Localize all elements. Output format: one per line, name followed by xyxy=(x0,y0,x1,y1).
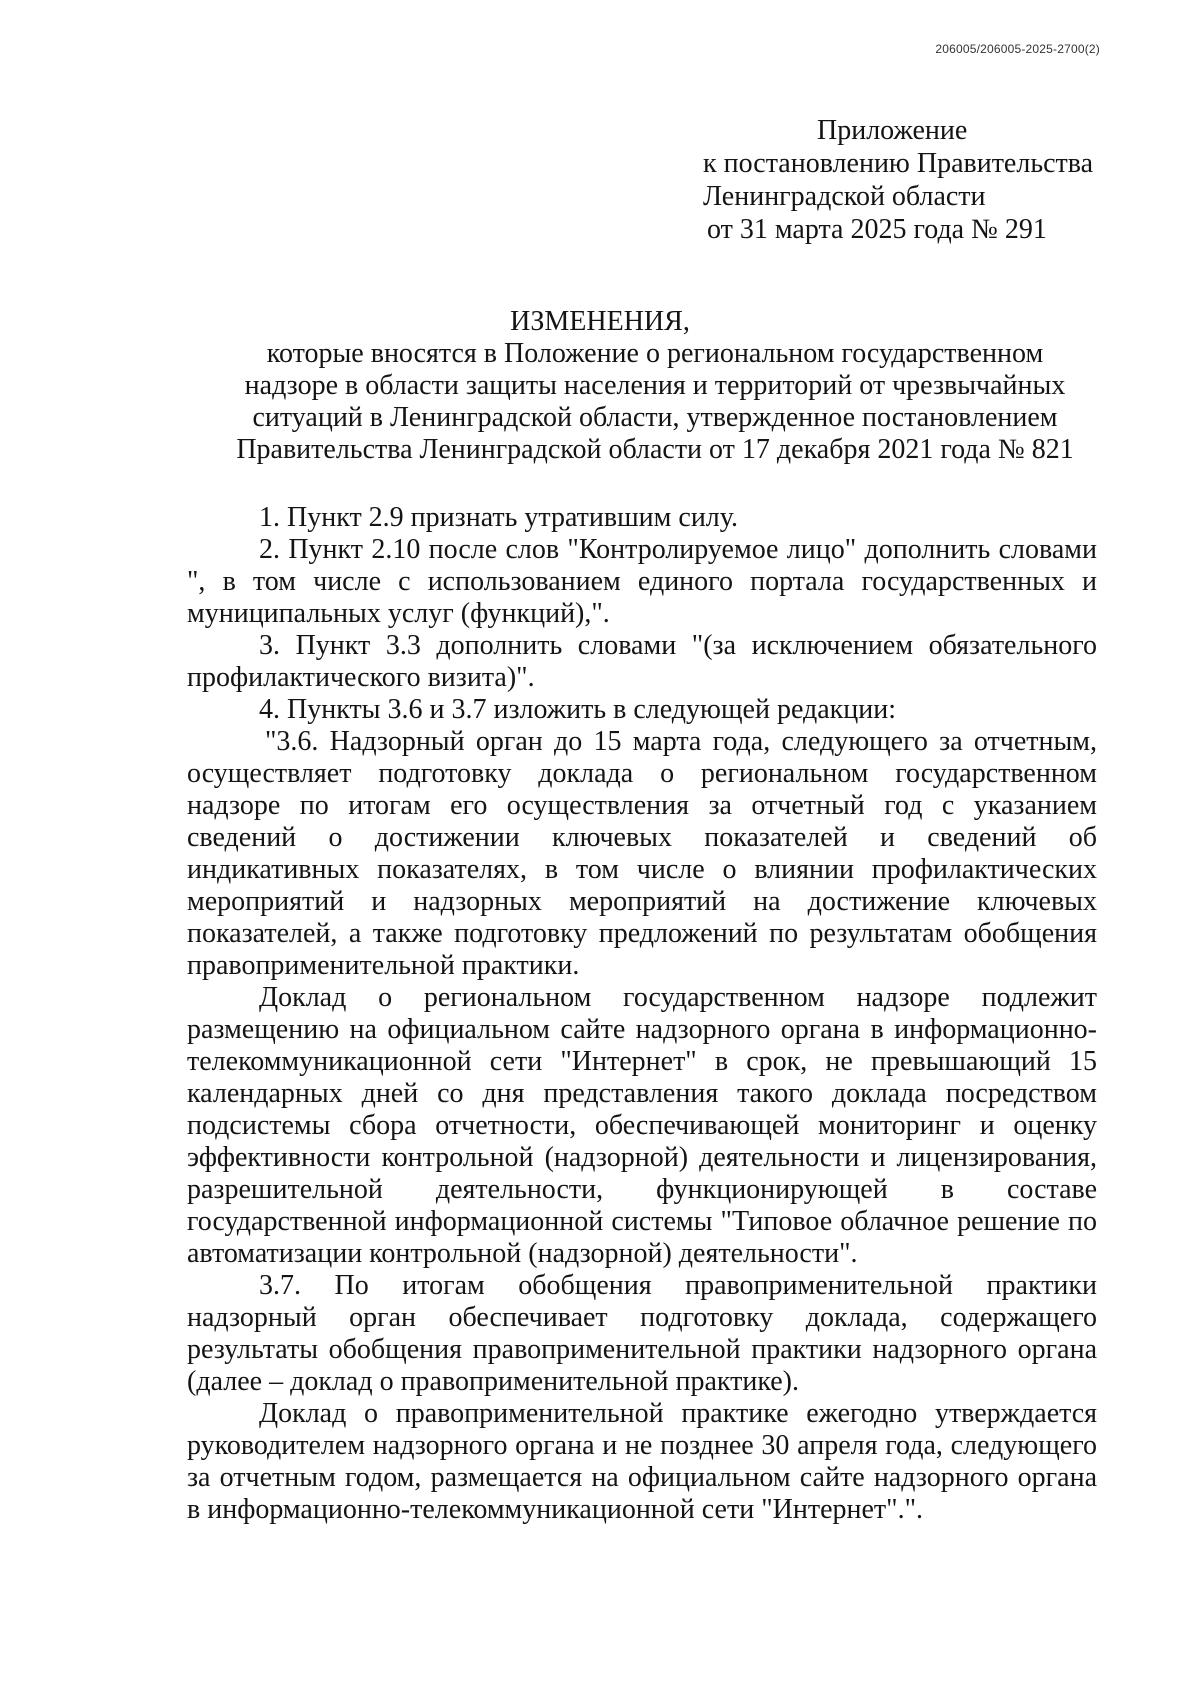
appendix-line: к постановлению Правительства xyxy=(703,148,1094,179)
appendix-header xyxy=(703,114,1133,246)
paragraph-3-7: 3.7. По итогам обобщения правоприменительной практики надзорный орган обеспечивает подготовку доклада, содержащего результаты обобщения правоприменительной практики надзорного органа (далее – доклад о правоприменительной практике). xyxy=(187,1270,1097,1397)
subtitle-line: Правительства Ленинградской области от 17 декабря 2021 года № 821 xyxy=(236,434,1074,465)
document-title: ИЗМЕНЕНИЯ, xyxy=(510,306,690,337)
document-subtitle xyxy=(205,338,1105,466)
paragraph-3-6: "3.6. Надзорный орган до 15 марта года, следующего за отчетным, осуществляет подготовку доклада о региональном государственном надзоре по итогам его осуществления за отчетный год с указанием сведений о достижении ключевых показателей и сведений об индикативных показателях, в том числе о влиянии профилактических мероприятий и надзорных мероприятий на достижение ключевых показателей, а также подготовку предложений по результатам обобщения правоприменительной практики. xyxy=(187,726,1097,981)
document-number: 206005/206005-2025-2700(2) xyxy=(935,42,1100,56)
appendix-line: от 31 марта 2025 года № 291 xyxy=(707,214,1047,245)
appendix-line: Приложение xyxy=(817,115,968,146)
paragraph-item-3: 3. Пункт 3.3 дополнить словами "(за исключением обязательного профилактического визита)". xyxy=(187,630,1097,693)
paragraph-item-4: 4. Пункты 3.6 и 3.7 изложить в следующей редакции: xyxy=(259,694,897,725)
appendix-line: Ленинградской области xyxy=(703,181,986,212)
subtitle-line: ситуаций в Ленинградской области, утвержденное постановлением xyxy=(252,402,1058,433)
paragraph-report-publication: Доклад о региональном государственном надзоре подлежит размещению на официальном сайте надзорного органа в информационно-телекоммуникационной сети "Интернет" в срок, не превышающий 15 календарных дней со дня представления такого доклада посредством подсистемы сбора отчетности, обеспечивающей мониторинг и оценку эффективности контрольной (надзорной) деятельности и лицензирования, разрешительной деятельности, функционирующей в составе государственной информационной системы "Типовое облачное решение по автоматизации контрольной (надзорной) деятельности". xyxy=(187,982,1097,1269)
paragraph-item-1: 1. Пункт 2.9 признать утратившим силу. xyxy=(259,502,738,533)
subtitle-line: надзоре в области защиты населения и территорий от чрезвычайных xyxy=(244,370,1066,401)
subtitle-line: которые вносятся в Положение о региональном государственном xyxy=(266,338,1044,369)
paragraph-practice-report: Доклад о правоприменительной практике ежегодно утверждается руководителем надзорного органа и не позднее 30 апреля года, следующего за отчетным годом, размещается на официальном сайте надзорного органа в информационно-телекоммуникационной сети "Интернет".". xyxy=(187,1398,1097,1525)
document-body xyxy=(187,502,1097,1526)
paragraph-item-2: 2. Пункт 2.10 после слов "Контролируемое лицо" дополнить словами ", в том числе с использованием единого портала государственных и муниципальных услуг (функций),". xyxy=(187,534,1097,629)
